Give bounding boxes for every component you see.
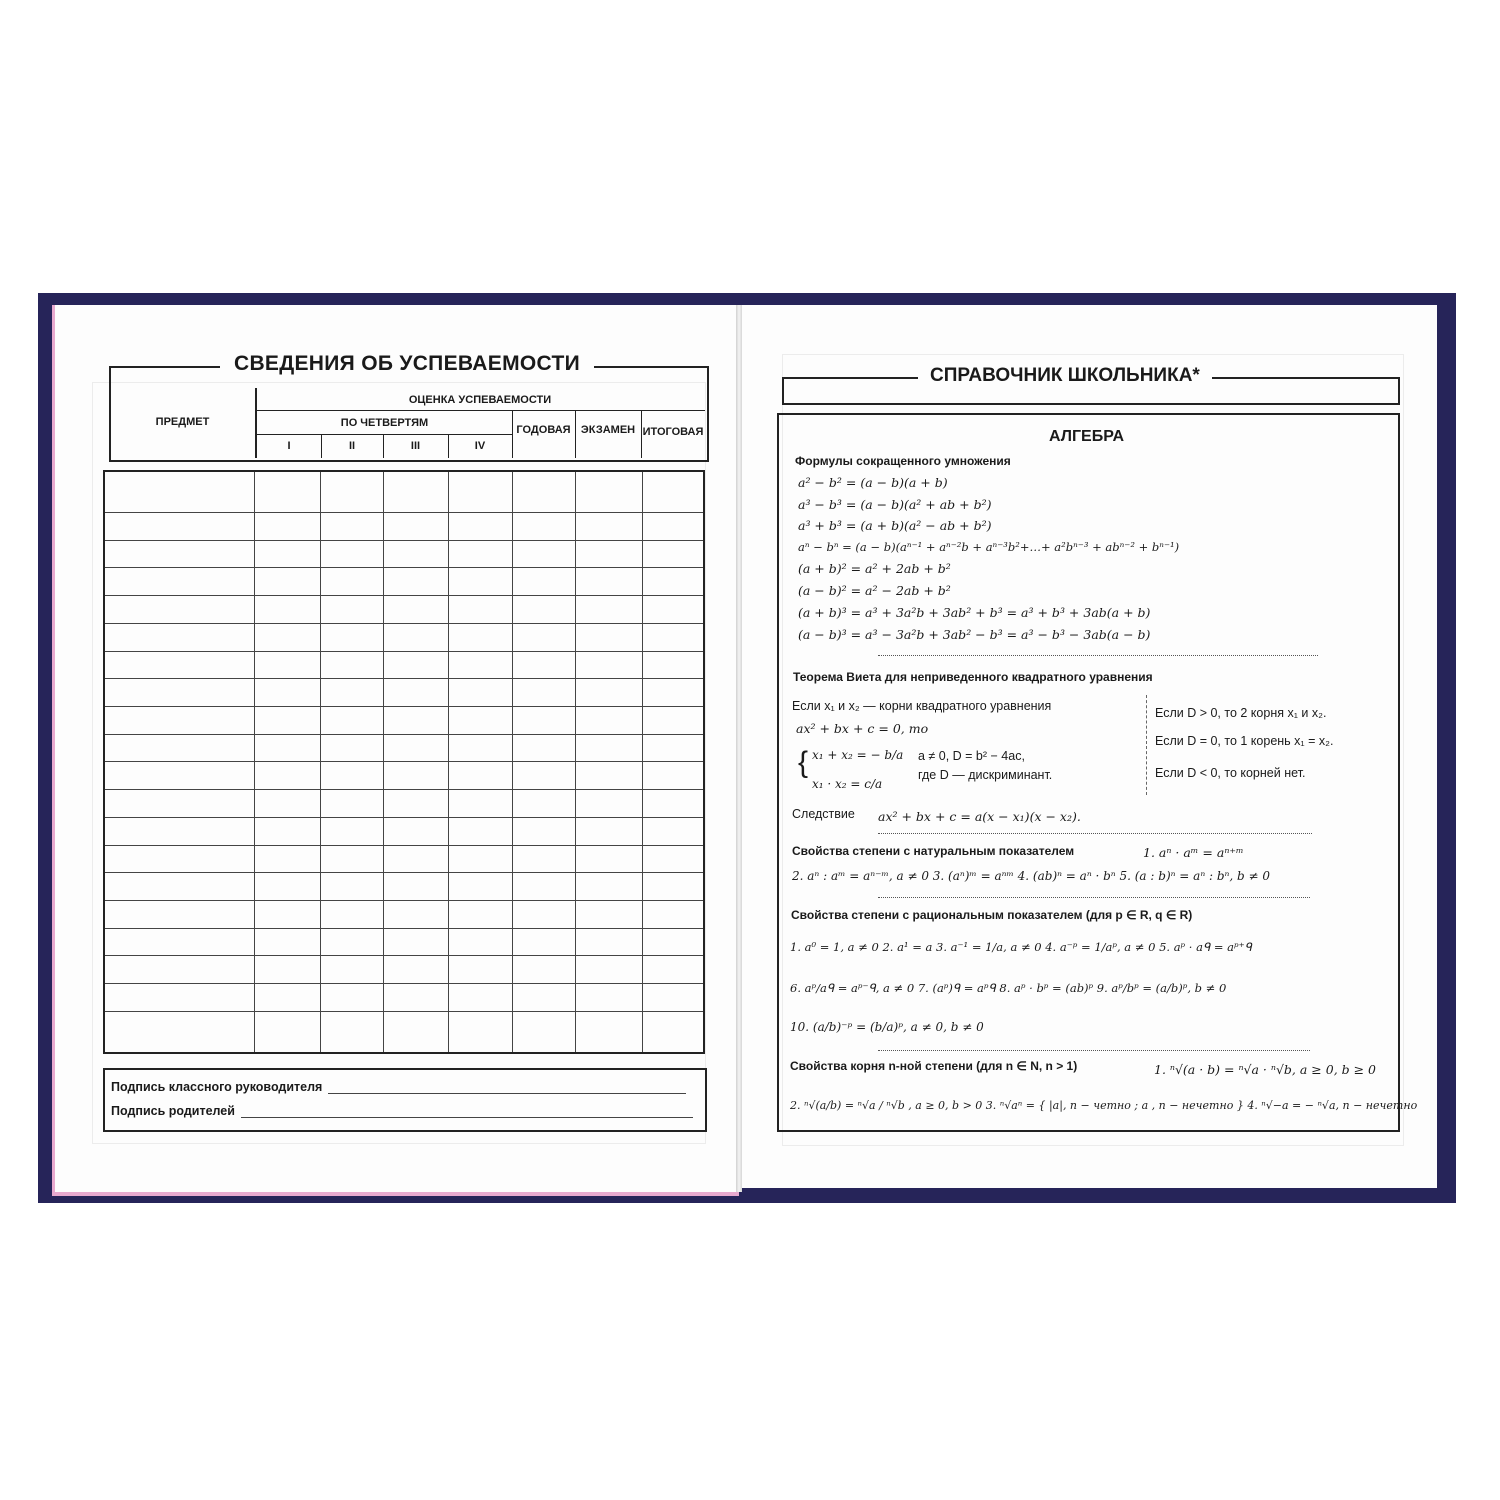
grade-cell[interactable]	[576, 706, 642, 734]
grade-cell[interactable]	[104, 596, 255, 624]
grade-cell[interactable]	[448, 540, 512, 568]
grade-cell[interactable]	[576, 1011, 642, 1053]
grade-cell[interactable]	[104, 928, 255, 956]
grade-cell[interactable]	[513, 1011, 576, 1053]
grade-cell[interactable]	[255, 762, 321, 790]
page-title: СВЕДЕНИЯ ОБ УСПЕВАЕМОСТИ	[220, 352, 594, 376]
grade-cell[interactable]	[576, 568, 642, 596]
grade-cell[interactable]	[642, 873, 704, 901]
grade-cell[interactable]	[513, 540, 576, 568]
grade-cell[interactable]	[513, 817, 576, 845]
grade-cell[interactable]	[576, 817, 642, 845]
grade-cell[interactable]	[321, 540, 383, 568]
grade-cell[interactable]	[576, 790, 642, 818]
grade-cell[interactable]	[104, 790, 255, 818]
grade-cell[interactable]	[642, 817, 704, 845]
signature-teacher-line[interactable]	[328, 1081, 686, 1094]
grade-cell[interactable]	[104, 873, 255, 901]
grade-cell[interactable]	[383, 928, 448, 956]
grade-cell[interactable]	[104, 651, 255, 679]
divider	[255, 410, 705, 411]
grade-cell[interactable]	[576, 623, 642, 651]
table-row	[104, 706, 704, 734]
grade-cell[interactable]	[383, 1011, 448, 1053]
discriminant-case: Если D = 0, то 1 корень x₁ = x₂.	[1155, 734, 1334, 748]
formula: (a + b)³ = a³ + 3a²b + 3ab² + b³ = a³ + b³ + 3ab(a + b)	[798, 605, 1151, 620]
quarter-3: III	[410, 440, 421, 452]
grade-cell[interactable]	[513, 679, 576, 707]
grade-cell[interactable]	[321, 513, 383, 541]
column-subject: ПРЕДМЕТ	[155, 416, 210, 428]
grade-cell[interactable]	[448, 845, 512, 873]
grade-cell[interactable]	[513, 734, 576, 762]
grade-cell[interactable]	[104, 984, 255, 1012]
grade-cell[interactable]	[576, 762, 642, 790]
grade-cell[interactable]	[255, 513, 321, 541]
grade-cell[interactable]	[513, 928, 576, 956]
table-row	[104, 873, 704, 901]
grade-cell[interactable]	[513, 623, 576, 651]
grade-cell[interactable]	[642, 734, 704, 762]
grade-cell[interactable]	[383, 873, 448, 901]
column-year: ГОДОВАЯ	[516, 424, 571, 436]
quarter-2: II	[348, 440, 356, 452]
grade-cell[interactable]	[255, 956, 321, 984]
grade-cell[interactable]	[104, 623, 255, 651]
grade-cell[interactable]	[642, 706, 704, 734]
grade-cell[interactable]	[104, 568, 255, 596]
grade-cell[interactable]	[513, 762, 576, 790]
grade-cell[interactable]	[642, 790, 704, 818]
grade-cell[interactable]	[642, 1011, 704, 1053]
formula: 6. aᵖ/aᑫ = aᵖ⁻ᑫ, a ≠ 0 7. (aᵖ)ᑫ = aᵖᑫ 8. aᵖ · bᵖ = (ab)ᵖ 9. aᵖ/bᵖ = (a/b)ᵖ, b ≠ 0	[790, 981, 1227, 995]
grade-cell[interactable]	[255, 540, 321, 568]
formula: (a − b)² = a² − 2ab + b²	[798, 583, 951, 598]
vieta-equation: ax² + bx + c = 0, то	[796, 721, 929, 736]
grade-cell[interactable]	[321, 956, 383, 984]
section-title: Формулы сокращенного умножения	[795, 454, 1011, 468]
grade-cell[interactable]	[576, 471, 642, 513]
grade-cell[interactable]	[383, 540, 448, 568]
table-row	[104, 817, 704, 845]
grade-cell[interactable]	[576, 928, 642, 956]
grade-cell[interactable]	[104, 706, 255, 734]
table-row	[104, 1011, 704, 1053]
grade-cell[interactable]	[104, 471, 255, 513]
grade-cell[interactable]	[104, 762, 255, 790]
grade-cell[interactable]	[104, 540, 255, 568]
grade-cell[interactable]	[448, 513, 512, 541]
grade-cell[interactable]	[104, 845, 255, 873]
signature-parents-line[interactable]	[241, 1105, 693, 1118]
grade-cell[interactable]	[448, 651, 512, 679]
grade-cell[interactable]	[321, 817, 383, 845]
formula: 10. (a/b)⁻ᵖ = (b/a)ᵖ, a ≠ 0, b ≠ 0	[790, 1020, 984, 1034]
divider	[1146, 695, 1147, 795]
grade-cell[interactable]	[383, 596, 448, 624]
grade-cell[interactable]	[642, 471, 704, 513]
formula: a³ − b³ = (a − b)(a² + ab + b²)	[798, 497, 992, 512]
section-title: Свойства степени с рациональным показателем (для p ∈ R, q ∈ R)	[791, 908, 1193, 922]
grade-cell[interactable]	[255, 900, 321, 928]
column-grades: ОЦЕНКА УСПЕВАЕМОСТИ	[408, 394, 552, 406]
grade-cell[interactable]	[321, 845, 383, 873]
page-title-reference: СПРАВОЧНИК ШКОЛЬНИКА*	[918, 365, 1212, 387]
grade-cell[interactable]	[448, 928, 512, 956]
grade-cell[interactable]	[383, 845, 448, 873]
formula: (a − b)³ = a³ − 3a²b + 3ab² − b³ = a³ − b³ − 3ab(a − b)	[798, 627, 1151, 642]
grade-cell[interactable]	[255, 706, 321, 734]
signature-teacher-label: Подпись классного руководителя	[111, 1080, 323, 1094]
grade-cell[interactable]	[448, 817, 512, 845]
table-row	[104, 956, 704, 984]
divider	[878, 833, 1312, 834]
grade-cell[interactable]	[448, 790, 512, 818]
grade-cell[interactable]	[255, 984, 321, 1012]
grade-cell[interactable]	[104, 1011, 255, 1053]
grade-cell[interactable]	[576, 984, 642, 1012]
grade-cell[interactable]	[255, 817, 321, 845]
grade-cell[interactable]	[383, 956, 448, 984]
table-row	[104, 900, 704, 928]
grade-cell[interactable]	[576, 956, 642, 984]
grade-cell[interactable]	[383, 679, 448, 707]
grade-cell[interactable]	[255, 734, 321, 762]
discriminant-case: Если D > 0, то 2 корня x₁ и x₂.	[1155, 706, 1327, 720]
grade-cell[interactable]	[383, 900, 448, 928]
grade-cell[interactable]	[321, 790, 383, 818]
table-row	[104, 790, 704, 818]
grade-cell[interactable]	[642, 540, 704, 568]
grade-cell[interactable]	[255, 568, 321, 596]
divider	[878, 1050, 1310, 1051]
table-row	[104, 734, 704, 762]
grade-cell[interactable]	[104, 817, 255, 845]
grade-cell[interactable]	[321, 762, 383, 790]
formula: a² − b² = (a − b)(a + b)	[798, 475, 948, 490]
grade-cell[interactable]	[642, 928, 704, 956]
grade-cell[interactable]	[104, 679, 255, 707]
grade-cell[interactable]	[513, 900, 576, 928]
grade-cell[interactable]	[448, 623, 512, 651]
table-row	[104, 845, 704, 873]
grade-cell[interactable]	[513, 873, 576, 901]
grade-cell[interactable]	[448, 596, 512, 624]
grade-cell[interactable]	[513, 984, 576, 1012]
grade-cell[interactable]	[104, 956, 255, 984]
table-row	[104, 762, 704, 790]
grade-cell[interactable]	[576, 513, 642, 541]
grade-cell[interactable]	[642, 984, 704, 1012]
grade-cell[interactable]	[513, 790, 576, 818]
formula: (a + b)² = a² + 2ab + b²	[798, 561, 951, 576]
table-row	[104, 596, 704, 624]
grade-cell[interactable]	[321, 623, 383, 651]
brace-glyph: {	[798, 746, 809, 779]
formula: 1. a⁰ = 1, a ≠ 0 2. a¹ = a 3. a⁻¹ = 1/a, a ≠ 0 4. a⁻ᵖ = 1/aᵖ, a ≠ 0 5. aᵖ · aᑫ = aᵖ⁺ᑫ	[790, 940, 1252, 954]
formula: aⁿ − bⁿ = (a − b)(aⁿ⁻¹ + aⁿ⁻²b + aⁿ⁻³b²+…+ a²bⁿ⁻³ + abⁿ⁻² + bⁿ⁻¹)	[798, 540, 1180, 554]
grade-cell[interactable]	[642, 513, 704, 541]
table-row	[104, 623, 704, 651]
table-row	[104, 540, 704, 568]
grade-cell[interactable]	[576, 873, 642, 901]
table-row	[104, 471, 704, 513]
grade-cell[interactable]	[383, 817, 448, 845]
grade-cell[interactable]	[513, 568, 576, 596]
table-row	[104, 651, 704, 679]
grade-cell[interactable]	[642, 900, 704, 928]
grade-cell[interactable]	[255, 623, 321, 651]
table-row	[104, 928, 704, 956]
corollary-formula: ax² + bx + c = a(x − x₁)(x − x₂).	[878, 809, 1081, 824]
grade-cell[interactable]	[448, 1011, 512, 1053]
quarter-1: I	[287, 440, 291, 452]
grade-cell[interactable]	[383, 706, 448, 734]
grade-cell[interactable]	[642, 762, 704, 790]
grade-cell[interactable]	[448, 762, 512, 790]
grade-cell[interactable]	[255, 1011, 321, 1053]
vieta-product: x₁ · x₂ = c/a	[812, 777, 883, 791]
grade-cell[interactable]	[383, 513, 448, 541]
grade-cell[interactable]	[642, 845, 704, 873]
grade-cell[interactable]	[255, 471, 321, 513]
vieta-text: Если x₁ и x₂ — корни квадратного уравнения	[792, 699, 1052, 713]
formula: a³ + b³ = (a + b)(a² − ab + b²)	[798, 518, 992, 533]
divider	[878, 655, 1318, 656]
table-row	[104, 679, 704, 707]
grade-cell[interactable]	[104, 734, 255, 762]
column-final: ИТОГОВАЯ	[642, 426, 704, 438]
signature-parents-label: Подпись родителей	[111, 1104, 235, 1118]
grade-cell[interactable]	[383, 984, 448, 1012]
grade-cell[interactable]	[448, 900, 512, 928]
grade-cell[interactable]	[448, 984, 512, 1012]
grade-cell[interactable]	[642, 623, 704, 651]
formula: 1. ⁿ√(a · b) = ⁿ√a · ⁿ√b, a ≥ 0, b ≥ 0	[1154, 1062, 1377, 1077]
grade-cell[interactable]	[321, 984, 383, 1012]
grade-cell[interactable]	[321, 928, 383, 956]
grade-cell[interactable]	[642, 679, 704, 707]
grades-table	[103, 470, 705, 1054]
grade-cell[interactable]	[448, 471, 512, 513]
discriminant-case: Если D < 0, то корней нет.	[1155, 766, 1306, 780]
grade-cell[interactable]	[321, 734, 383, 762]
subject-title: АЛГЕБРА	[1049, 428, 1125, 445]
grade-cell[interactable]	[513, 471, 576, 513]
section-title: Свойства степени с натуральным показателем	[792, 844, 1075, 858]
grade-cell[interactable]	[321, 471, 383, 513]
grade-cell[interactable]	[255, 679, 321, 707]
grade-cell[interactable]	[448, 568, 512, 596]
grade-cell[interactable]	[642, 651, 704, 679]
grade-cell[interactable]	[448, 734, 512, 762]
table-row	[104, 513, 704, 541]
grade-cell[interactable]	[321, 1011, 383, 1053]
grade-cell[interactable]	[321, 568, 383, 596]
section-title: Теорема Виета для неприведенного квадратного уравнения	[793, 670, 1153, 684]
grade-cell[interactable]	[321, 900, 383, 928]
divider	[878, 897, 1310, 898]
grade-cell[interactable]	[513, 956, 576, 984]
grade-cell[interactable]	[576, 540, 642, 568]
grade-cell[interactable]	[513, 596, 576, 624]
column-exam: ЭКЗАМЕН	[580, 424, 636, 436]
grade-cell[interactable]	[104, 513, 255, 541]
grade-cell[interactable]	[576, 596, 642, 624]
grade-cell[interactable]	[383, 790, 448, 818]
grade-cell[interactable]	[255, 873, 321, 901]
column-quarters: ПО ЧЕТВЕРТЯМ	[340, 417, 429, 429]
grade-cell[interactable]	[576, 845, 642, 873]
grade-cell[interactable]	[255, 651, 321, 679]
grade-cell[interactable]	[383, 734, 448, 762]
grade-cell[interactable]	[576, 679, 642, 707]
grade-cell[interactable]	[642, 596, 704, 624]
grade-cell[interactable]	[255, 790, 321, 818]
grade-cell[interactable]	[448, 956, 512, 984]
grade-cell[interactable]	[383, 651, 448, 679]
grade-cell[interactable]	[642, 956, 704, 984]
notebook-spine	[736, 305, 742, 1192]
table-row	[104, 984, 704, 1012]
grade-cell[interactable]	[255, 845, 321, 873]
grade-cell[interactable]	[576, 651, 642, 679]
grade-cell[interactable]	[513, 845, 576, 873]
vieta-condition: a ≠ 0, D = b² − 4ac,	[918, 749, 1025, 763]
formula: 1. aⁿ · aᵐ = aⁿ⁺ᵐ	[1143, 845, 1244, 860]
grade-cell[interactable]	[448, 706, 512, 734]
grade-cell[interactable]	[448, 679, 512, 707]
grade-cell[interactable]	[513, 706, 576, 734]
grade-cell[interactable]	[321, 596, 383, 624]
grade-cell[interactable]	[255, 928, 321, 956]
grade-cell[interactable]	[321, 679, 383, 707]
corollary-label: Следствие	[792, 807, 855, 821]
section-title: Свойства корня n-ной степени (для n ∈ N, n > 1)	[790, 1059, 1078, 1073]
grade-cell[interactable]	[383, 762, 448, 790]
grade-cell[interactable]	[321, 706, 383, 734]
grade-cell[interactable]	[383, 623, 448, 651]
grade-cell[interactable]	[642, 568, 704, 596]
grade-cell[interactable]	[104, 900, 255, 928]
grade-cell[interactable]	[576, 900, 642, 928]
grade-cell[interactable]	[255, 596, 321, 624]
grade-cell[interactable]	[321, 651, 383, 679]
formula: 2. ⁿ√(a/b) = ⁿ√a / ⁿ√b , a ≥ 0, b > 0 3. ⁿ√aⁿ = { |a|, n − четно ; a , n − нечетно } 4. ⁿ√−a = − ⁿ√a, n − нечетно	[790, 1099, 1418, 1112]
grade-cell[interactable]	[513, 651, 576, 679]
grade-cell[interactable]	[383, 568, 448, 596]
grade-cell[interactable]	[448, 873, 512, 901]
grade-cell[interactable]	[576, 734, 642, 762]
grade-cell[interactable]	[513, 513, 576, 541]
grade-cell[interactable]	[321, 873, 383, 901]
grade-cell[interactable]	[383, 471, 448, 513]
table-row	[104, 568, 704, 596]
quarter-4: IV	[474, 440, 486, 452]
formula: 2. aⁿ : aᵐ = aⁿ⁻ᵐ, a ≠ 0 3. (aⁿ)ᵐ = aⁿᵐ 4. (ab)ⁿ = aⁿ · bⁿ 5. (a : b)ⁿ = aⁿ : bⁿ, b ≠ 0	[792, 869, 1271, 883]
signature-box	[103, 1068, 707, 1132]
vieta-sum: x₁ + x₂ = − b/a	[812, 748, 904, 762]
vieta-condition: где D — дискриминант.	[918, 768, 1053, 782]
